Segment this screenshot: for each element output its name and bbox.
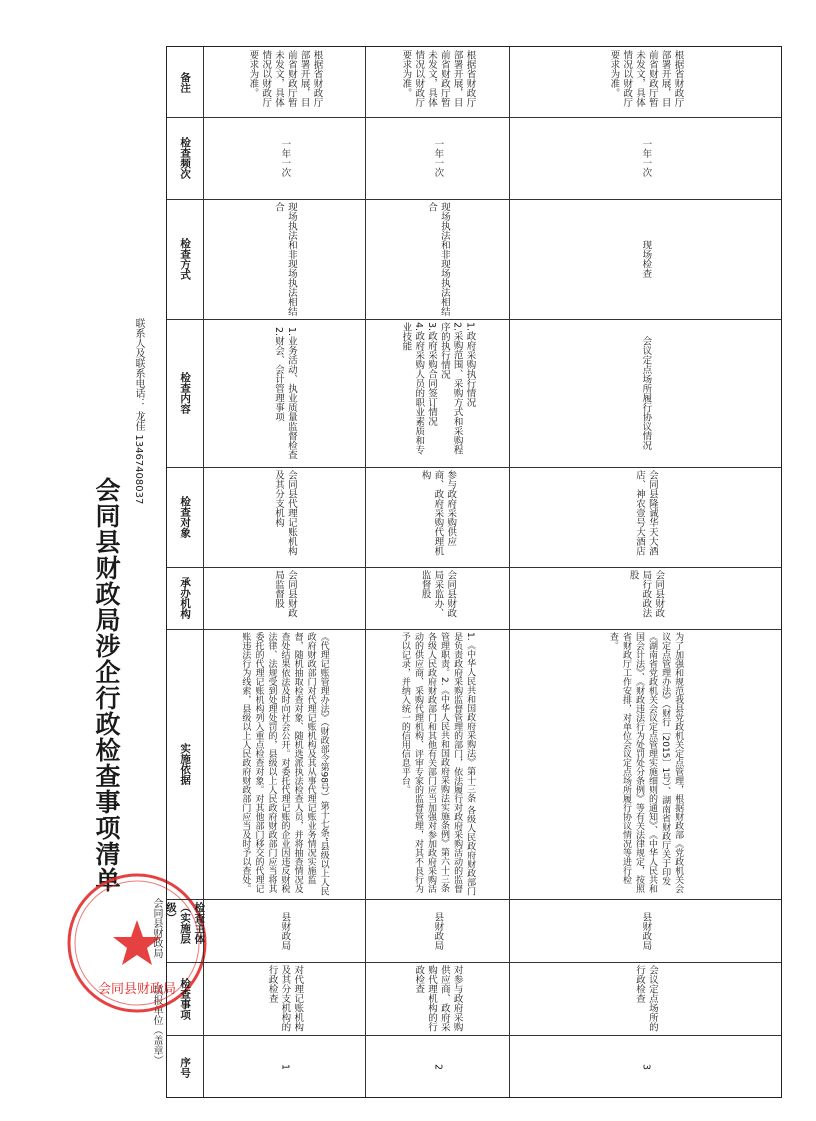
- row3-freq: 一年一次: [640, 139, 652, 177]
- header-basis: 实施依据: [179, 743, 192, 785]
- header-subject: 检查主体（实施层级）: [164, 902, 206, 944]
- row1-seq: 1: [279, 1063, 291, 1071]
- row3-seq: 3: [640, 1063, 652, 1071]
- row2-dept: 会同县财政局采监办、监督股: [419, 570, 457, 618]
- filing-unit-value: 会同县财政局: [151, 898, 162, 958]
- header-seq: 序号: [179, 1056, 192, 1078]
- filing-unit-label: 填报单位（盖章）: [151, 985, 162, 1065]
- row3-item: 会议定点场所的行政检查: [634, 965, 658, 1032]
- row3-subject: 县财政局: [640, 911, 652, 950]
- contact-info: 联系人及联系电话： 龙佳 13467408037: [133, 318, 144, 505]
- header-dept: 承办机构: [179, 577, 192, 619]
- row1-method: 现场执法和非现场执法相结合: [273, 202, 297, 316]
- row1-content-item: 1.业务活动、执业质量监督检查: [285, 326, 297, 460]
- row2-seq: 2: [432, 1063, 444, 1071]
- row2-item: 对参与政府采购供应商、政府采购代理机构的行政检查: [413, 965, 463, 1032]
- header-method: 检查方式: [179, 238, 192, 280]
- header-freq: 检查频次: [179, 137, 192, 179]
- inspection-table: [166, 46, 782, 1098]
- page-title: 会同县财政局涉企行政检查事项清单: [92, 477, 121, 893]
- row3-method: 现场检查: [640, 240, 652, 278]
- row2-target: 参与政府采购供应商、政府采购代理机构: [419, 470, 457, 556]
- seal-text: 会同县财政局: [97, 982, 177, 997]
- row1-subject: 县财政局: [279, 911, 291, 950]
- row1-note: 根据省财政厅部署开展，目前省财政厅暂未发文，具体情况以财政厅要求为准。: [247, 50, 323, 107]
- row1-target: 会同县代理记账机构及其分支机构: [273, 470, 297, 556]
- row1-basis: 《代理记账管理办法》（财政部令第98号）第十七条“县级以上人民政府财政部门对代理记账机构及其从事代理记账业务情况实施监督，随机抽取检查对象、随机选派执法检查人员，并将抽查情况及查处结果依法及时向社会公开。对委托代理记账的企业因违反财税法律、法规受到处理处罚的，县级以上人民政府财政部门应当将其委托的代理记账机构列入重点检查对象。对其他部门移交的代理记账违法行为线索，县级以上人民政府财政部门应当及时予以查处。: [240, 632, 329, 896]
- row1-item: 对代理记账机构及其分支机构的行政检查: [266, 965, 304, 1032]
- row3-note: 根据省财政厅部署开展，目前省财政厅暂未发文，具体情况以财政厅要求为准。: [608, 50, 684, 107]
- row2-content-item: 2.采购范围、采购方式和采购程序的执行情况: [438, 322, 463, 455]
- row3-basis: 为了加强和规范我县党政机关定点管理，根据财政部《党政机关会议定点管理办法》（财行〔2015〕1号）、湖南省财政厅关于印发《湖南省党政机关会议定点管理实施细则的通知》、《中华人民共和国会计法》、《财政违法行为处罚处分条例》等有关法律规定，按照省财政厅工作安排，对单位会议定点场所履行协议情况等进行检查。: [607, 632, 684, 893]
- row2-content: [365, 319, 509, 467]
- header-item: 检查事项: [179, 977, 192, 1020]
- header-content: 检查内容: [179, 372, 192, 414]
- row2-content-item: 1.政府采购执行情况: [464, 322, 476, 408]
- row2-basis: 1.《中华人民共和国政府采购法》第十三条 各级人民政府财政部门是负责政府采购监督管理的部门，依法履行对政府采购活动的监督管理职责。2.《中华人民共和国政府采购法实施条例》第六十三条 各级人民政府财政部门和其他有关部门应当加强对参加政府采购活动的供应商、采购代理机构、评审专家的监督管理，对其不良行为予以记录，并纳入统一的信用信息平台。: [399, 632, 476, 896]
- row2-freq: 一年一次: [432, 139, 444, 177]
- row2-note: 根据省财政厅部署开展，目前省财政厅暂未发文，具体情况以财政厅要求为准。: [400, 50, 476, 107]
- row3-target: 会同县隆诚华天大酒店、神农壹号大酒店: [634, 470, 658, 556]
- row1-content-item: 2.财会、会计管理事项: [273, 326, 284, 422]
- row2-subject: 县财政局: [432, 911, 444, 950]
- row3-dept: 会同县财政局行政政法股: [627, 570, 665, 618]
- header-note: 备注: [179, 71, 192, 93]
- row3-content-item: 会议定点场所履行协议情况: [640, 336, 652, 450]
- row2-content-item: 4.政府采购人员的职业素质和专业技能: [400, 322, 425, 455]
- header-target: 检查对象: [179, 496, 192, 538]
- row1-dept: 会同县财政局监督股: [273, 570, 297, 618]
- row1-content: [203, 319, 365, 467]
- row2-content-item: 3.政府采购合同签订情况: [426, 322, 437, 427]
- row1-freq: 一年一次: [279, 139, 291, 177]
- row3-content: [509, 319, 781, 467]
- row2-method: 现场执法和非现场执法相结合: [426, 202, 450, 316]
